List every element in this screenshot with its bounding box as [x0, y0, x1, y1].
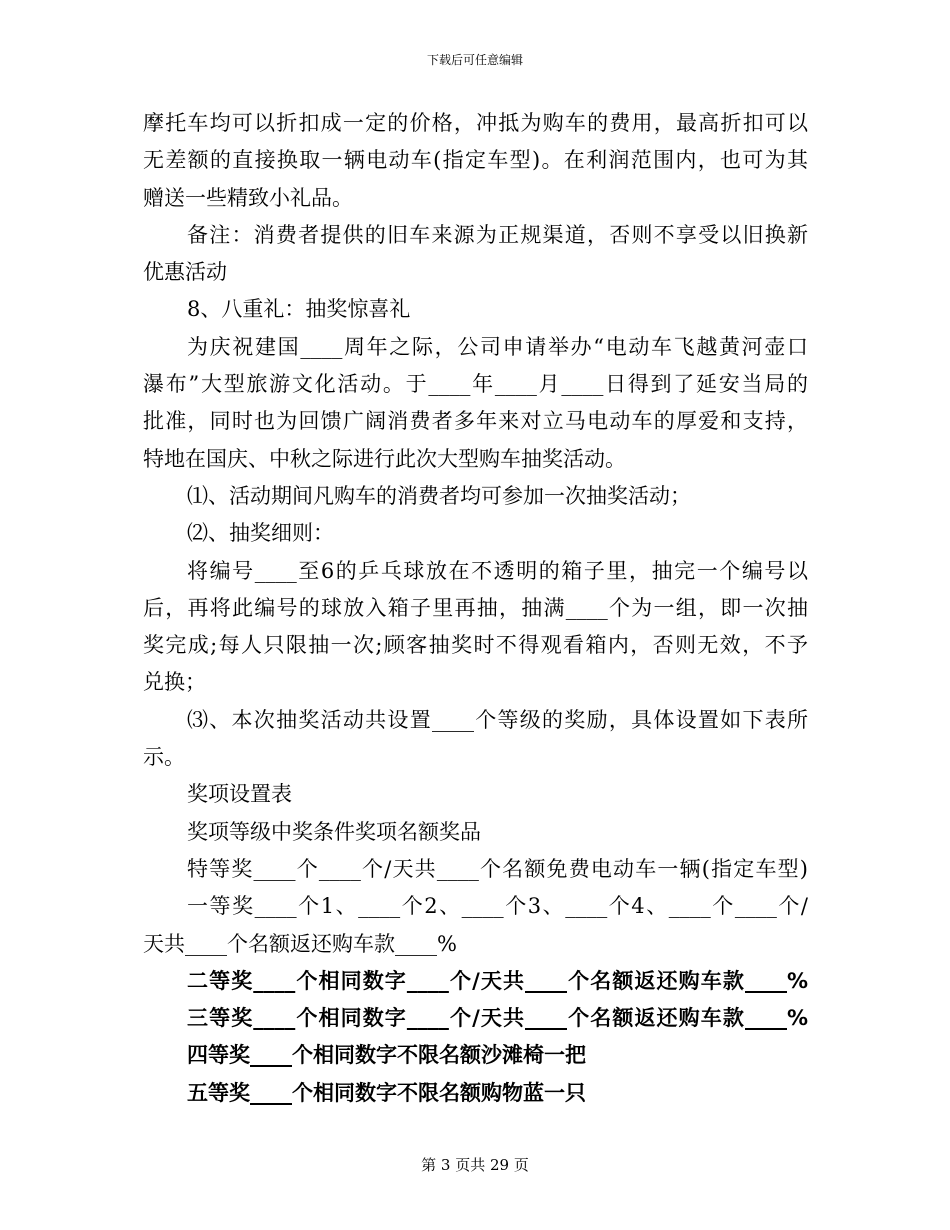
text-line: 赠送一些精致小礼品。 [143, 185, 353, 210]
text-line: 瀑布”大型旅游文化活动。于____年____月____日得到了延安当局的 [143, 372, 808, 397]
text-line: 无差额的直接换取一辆电动车(指定车型)。在利润范围内，也可为其 [143, 148, 808, 173]
text-line: 天共____个名额返还购车款____% [143, 931, 457, 956]
text-line: 特等奖____个____个/天共____个名额免费电动车一辆(指定车型) [187, 856, 808, 881]
text-line: ⑵、抽奖细则： [187, 521, 334, 546]
text-line: 8、八重礼：抽奖惊喜礼 [187, 297, 411, 322]
text-line: 为庆祝建国____周年之际，公司申请举办“电动车飞越黄河壶口 [187, 334, 808, 359]
text-line: 三等奖____个相同数字____个/天共____个名额返还购车款____% [187, 1006, 808, 1031]
text-line: 五等奖____个相同数字不限名额购物蓝一只 [187, 1080, 586, 1105]
text-line: 兑换； [143, 670, 206, 695]
text-line: 二等奖____个相同数字____个/天共____个名额返还购车款____% [187, 968, 808, 993]
document-body [143, 105, 808, 1112]
text-line: 特地在国庆、中秋之际进行此次大型购车抽奖活动。 [143, 446, 626, 471]
text-line: 奖项等级中奖条件奖项名额奖品 [187, 819, 481, 844]
page-header: 下载后可任意编辑 [426, 53, 523, 67]
text-line: 将编号____至6的乒乓球放在不透明的箱子里，抽完一个编号以 [187, 558, 808, 583]
text-line: ⑶、本次抽奖活动共设置____个等级的奖励，具体设置如下表所 [187, 707, 808, 732]
text-line: 奖项设置表 [187, 782, 292, 807]
page-footer: 第 3 页共 29 页 [421, 1156, 529, 1174]
text-line: 优惠活动 [143, 260, 227, 285]
text-line: 后，再将此编号的球放入箱子里再抽，抽满____个为一组，即一次抽 [143, 595, 808, 620]
text-line: 四等奖____个相同数字不限名额沙滩椅一把 [187, 1043, 586, 1068]
text-line: 备注：消费者提供的旧车来源为正规渠道，否则不享受以旧换新 [187, 222, 808, 247]
text-line: 示。 [143, 745, 185, 770]
text-line: 一等奖____个1、____个2、____个3、____个4、____个____个/ [187, 894, 808, 919]
text-line: 摩托车均可以折扣成一定的价格，冲抵为购车的费用，最高折扣可以 [143, 111, 808, 135]
text-line: 奖完成;每人只限抽一次;顾客抽奖时不得观看箱内，否则无效，不予 [143, 633, 808, 658]
text-line: 批准，同时也为回馈广阔消费者多年来对立马电动车的厚爱和支持， [143, 409, 808, 434]
text-line: ⑴、活动期间凡购车的消费者均可参加一次抽奖活动； [187, 483, 691, 508]
